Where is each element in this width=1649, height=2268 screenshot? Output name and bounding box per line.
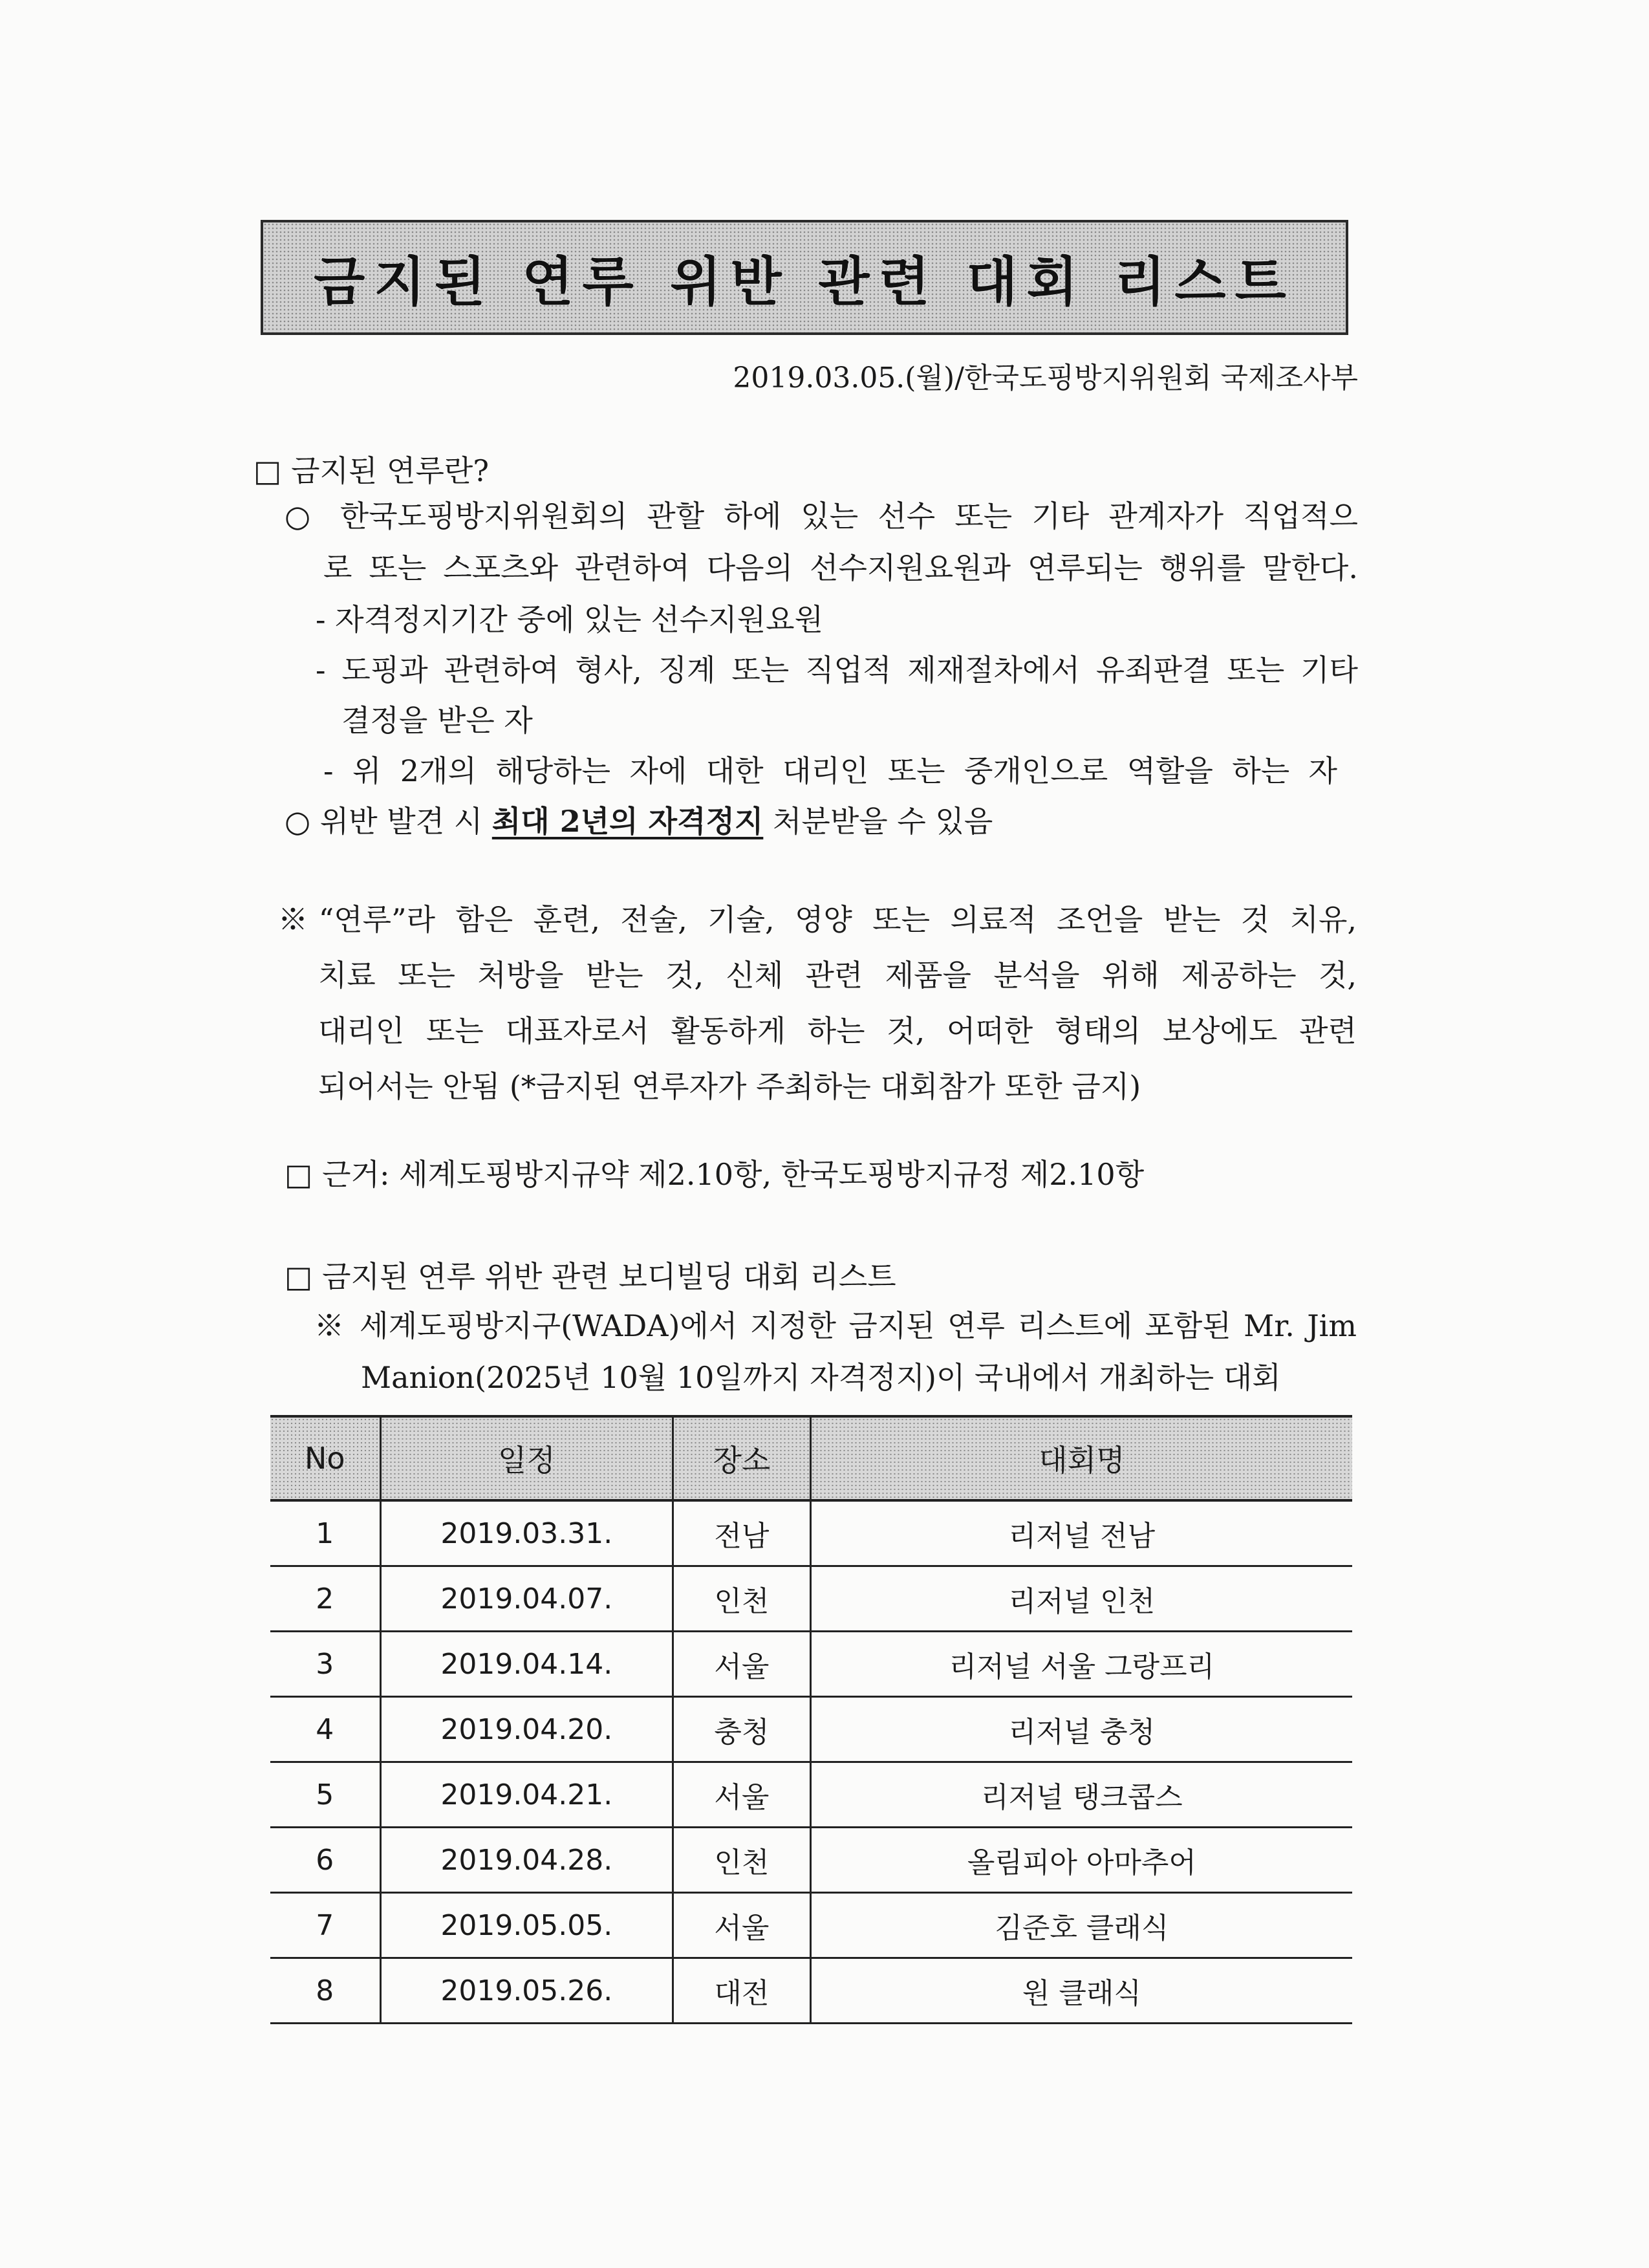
table-row (270, 1828, 1352, 1893)
competition-table (270, 1415, 1352, 2024)
note-line2: 치료 또는 처방을 받는 것, 신체 관련 제품을 분석을 위해 제공하는 것, (318, 958, 1357, 993)
table-row (270, 1762, 1352, 1828)
cell-place: 대전 (673, 1958, 811, 2024)
cell-no: 1 (270, 1500, 380, 1566)
bullet2-emphasis: 최대 2년의 자격정지 (491, 804, 764, 839)
table-row (270, 1566, 1352, 1632)
header-date: 일정 (380, 1416, 673, 1500)
title-box (261, 220, 1348, 335)
basis-line: □ 근거: 세계도핑방지규약 제2.10항, 한국도핑방지규정 제2.10항 (285, 1157, 1145, 1192)
note-line1: ※“연루”라 함은 훈련, 전술, 기술, 영양 또는 의료적 조언을 받는 것 치유, (278, 902, 1357, 937)
cell-competition: 리저널 인천 (810, 1566, 1352, 1632)
cell-date: 2019.05.05. (380, 1893, 673, 1958)
cell-no: 2 (270, 1566, 380, 1632)
issue-date-line: 2019.03.05.(월)/한국도핑방지위원회 국제조사부 (733, 362, 1358, 394)
cell-place: 인천 (673, 1828, 811, 1893)
cell-place: 서울 (673, 1762, 811, 1828)
cell-date: 2019.04.21. (380, 1762, 673, 1828)
cell-place: 서울 (673, 1893, 811, 1958)
cell-place: 서울 (673, 1632, 811, 1697)
cell-competition: 올림피아 아마추어 (810, 1828, 1352, 1893)
note-line4: 되어서는 안됨 (*금지된 연루자가 주최하는 대회참가 또한 금지) (318, 1069, 1141, 1104)
table-row (270, 1500, 1352, 1566)
cell-no: 5 (270, 1762, 380, 1828)
cell-date: 2019.03.31. (380, 1500, 673, 1566)
section1-heading: □ 금지된 연루란? (253, 453, 489, 488)
table-row (270, 1958, 1352, 2024)
header-place: 장소 (673, 1416, 811, 1500)
cell-competition: 리저널 서울 그랑프리 (810, 1632, 1352, 1697)
note-line3: 대리인 또는 대표자로서 활동하게 하는 것, 어떠한 형태의 보상에도 관련 (318, 1013, 1357, 1048)
section1-dash3: - 위 2개의 해당하는 자에 대한 대리인 또는 중개인으로 역할을 하는 자 (323, 753, 1337, 788)
cell-date: 2019.04.20. (380, 1697, 673, 1762)
cell-no: 8 (270, 1958, 380, 2024)
table-row (270, 1893, 1352, 1958)
cell-competition: 리저널 전남 (810, 1500, 1352, 1566)
table-row (270, 1697, 1352, 1762)
bullet2-pre: ○ 위반 발견 시 (285, 804, 492, 839)
header-no: No (270, 1416, 380, 1500)
section1-bullet1-line1: ○ 한국도핑방지위원회의 관할 하에 있는 선수 또는 기타 관계자가 직업적으 (285, 499, 1358, 534)
cell-date: 2019.04.28. (380, 1828, 673, 1893)
cell-competition: 리저널 탱크콥스 (810, 1762, 1352, 1828)
cell-competition: 리저널 충청 (810, 1697, 1352, 1762)
cell-place: 전남 (673, 1500, 811, 1566)
cell-date: 2019.04.07. (380, 1566, 673, 1632)
section1-dash1: - 자격정지기간 중에 있는 선수지원요원 (316, 602, 824, 637)
section1-dash2-line1: - 도핑과 관련하여 형사, 징계 또는 직업적 제재절차에서 유죄판결 또는 기타 (316, 653, 1358, 687)
table-row (270, 1632, 1352, 1697)
section1-bullet2 (285, 802, 993, 841)
cell-competition: 원 클래식 (810, 1958, 1352, 2024)
document-title: 금지된 연루 위반 관련 대회 리스트 (314, 251, 1295, 313)
bullet2-post: 처분받을 수 있음 (763, 804, 993, 839)
cell-place: 충청 (673, 1697, 811, 1762)
section2-note-line1: ※ 세계도핑방지구(WADA)에서 지정한 금지된 연루 리스트에 포함된 Mr. Jim (314, 1308, 1357, 1343)
cell-no: 6 (270, 1828, 380, 1893)
cell-no: 7 (270, 1893, 380, 1958)
header-competition: 대회명 (810, 1416, 1352, 1500)
cell-competition: 김준호 클래식 (810, 1893, 1352, 1958)
cell-no: 3 (270, 1632, 380, 1697)
cell-place: 인천 (673, 1566, 811, 1632)
section2-heading: □ 금지된 연루 위반 관련 보디빌딩 대회 리스트 (285, 1259, 896, 1294)
table-header-row (270, 1416, 1352, 1500)
section2-note-line2: Manion(2025년 10월 10일까지 자격정지)이 국내에서 개최하는 대회 (361, 1360, 1281, 1395)
section1-bullet1-line2: 로 또는 스포츠와 관련하여 다음의 선수지원요원과 연루되는 행위를 말한다. (323, 550, 1358, 585)
cell-date: 2019.04.14. (380, 1632, 673, 1697)
cell-date: 2019.05.26. (380, 1958, 673, 2024)
section1-dash2-line2: 결정을 받은 자 (341, 703, 533, 738)
cell-no: 4 (270, 1697, 380, 1762)
